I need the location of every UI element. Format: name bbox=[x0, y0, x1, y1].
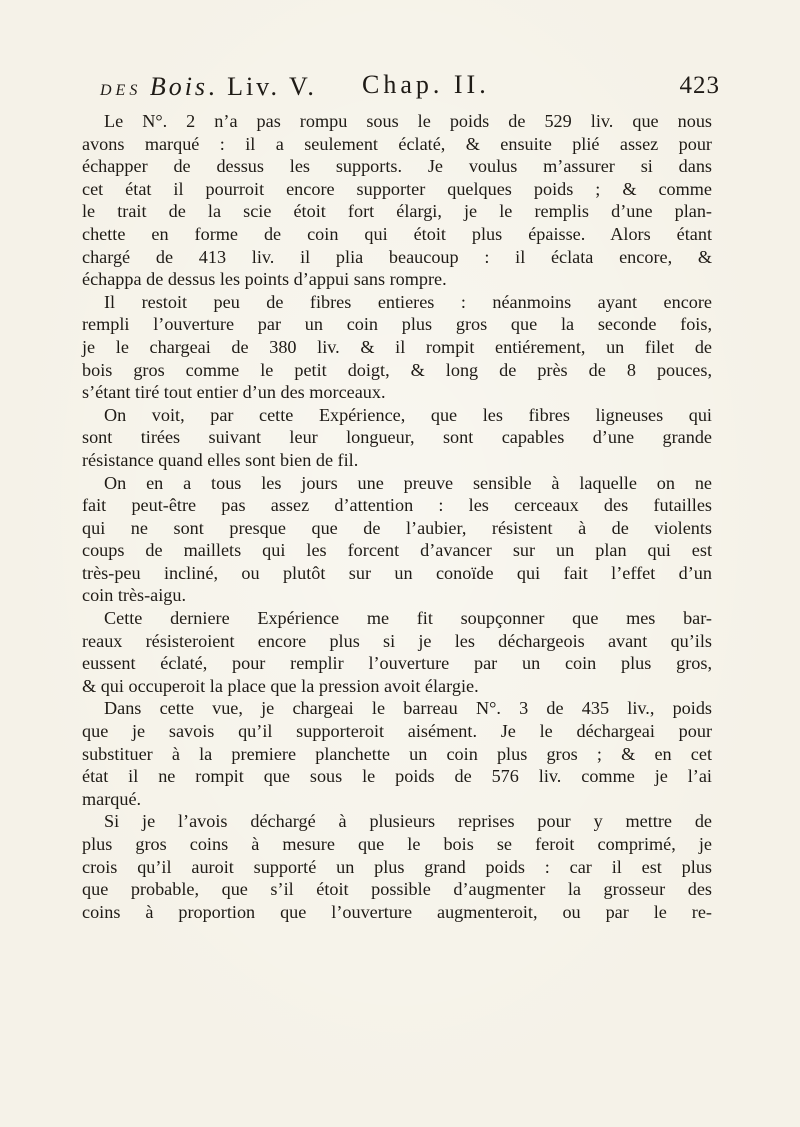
text-line: échappa de dessus les points d’appui sans rompre. bbox=[82, 269, 447, 290]
text-line: très-peu incliné, ou plutôt sur un conoïde qui fait l’effet d’un bbox=[82, 562, 712, 583]
text-line: avons marqué : il a seulement éclaté, & ensuite plié assez pour bbox=[82, 133, 712, 154]
text-line: eussent éclaté, pour remplir l’ouverture par un coin plus gros, bbox=[82, 653, 712, 674]
running-head-title bbox=[100, 72, 317, 102]
text-line: Le N°. 2 n’a pas rompu sous le poids de 529 liv. que nous bbox=[104, 111, 712, 131]
text-line: On voit, par cette Expérience, que les fibres ligneuses qui bbox=[104, 404, 712, 425]
text-line: marqué. bbox=[82, 788, 142, 809]
text-line: On en a tous les jours une preuve sensible à laquelle on ne bbox=[104, 472, 712, 493]
text-line: qui ne sont presque que de l’aubier, résistent à de violents bbox=[82, 517, 712, 538]
text-line: rempli l’ouverture par un coin plus gros que la seconde fois, bbox=[82, 314, 712, 335]
page-number: 423 bbox=[679, 72, 720, 99]
text-line: chette en forme de coin qui étoit plus épaisse. Alors étant bbox=[82, 223, 712, 244]
running-head-book: . Liv. V. bbox=[208, 72, 317, 101]
text-line: Si je l’avois déchargé à plusieurs reprises pour y mettre de bbox=[104, 811, 712, 832]
text-line: Il restoit peu de fibres entieres : néanmoins ayant encore bbox=[104, 291, 712, 312]
text-line: état il ne rompit que sous le poids de 576 liv. comme je l’ai bbox=[82, 766, 712, 787]
text-line: cet état il pourroit encore supporter quelques poids ; & comme bbox=[82, 178, 712, 199]
running-head bbox=[100, 70, 720, 104]
text-line: sont tirées suivant leur longueur, sont capables d’une grande bbox=[82, 427, 712, 448]
text-line: coin très-aigu. bbox=[82, 585, 187, 606]
text-line: & qui occuperoit la place que la pression avoit élargie. bbox=[82, 675, 479, 696]
text-line: que probable, que s’il étoit possible d’augmenter la grosseur des bbox=[82, 879, 712, 900]
running-head-word: Bois bbox=[149, 72, 209, 101]
text-line: fait peut-être pas assez d’attention : les cerceaux des futailles bbox=[82, 495, 712, 516]
text-line: que je savois qu’il supporteroit aisément. Je le déchargeai pour bbox=[82, 721, 712, 742]
text-line: chargé de 413 liv. il plia beaucoup : il éclata encore, & bbox=[82, 246, 712, 267]
text-line: crois qu’il auroit supporté un plus grand poids : car il est plus bbox=[82, 856, 712, 877]
text-line: bois gros comme le petit doigt, & long de près de 8 pouces, bbox=[82, 359, 712, 380]
text-line: reaux résisteroient encore plus si je les déchargeois avant qu’ils bbox=[82, 630, 712, 651]
text-line: s’étant tiré tout entier d’un des morceaux. bbox=[82, 382, 386, 403]
text-line: coins à proportion que l’ouverture augmenteroit, ou par le re- bbox=[82, 901, 712, 922]
text-line: Dans cette vue, je chargeai le barreau N°. 3 de 435 liv., poids bbox=[104, 698, 712, 719]
running-head-chapter: Chap. II. bbox=[362, 70, 490, 99]
text-line: je le chargeai de 380 liv. & il rompit entiérement, un filet de bbox=[82, 336, 712, 357]
text-line: substituer à la premiere planchette un coin plus gros ; & en cet bbox=[82, 743, 712, 764]
text-line: Cette derniere Expérience me fit soupçonner que mes bar- bbox=[104, 608, 712, 629]
body-text bbox=[82, 110, 712, 923]
text-line: plus gros coins à mesure que le bois se feroit comprimé, je bbox=[82, 834, 712, 854]
text-line: coups de maillets qui les forcent d’avancer sur un plan qui est bbox=[82, 540, 712, 561]
text-line: résistance quand elles sont bien de fil. bbox=[82, 449, 359, 470]
text-line: le trait de la scie étoit fort élargi, je le remplis d’une plan- bbox=[82, 201, 712, 222]
running-head-prefix: DES bbox=[100, 82, 142, 99]
text-line: échapper de dessus les supports. Je voulus m’assurer si dans bbox=[82, 156, 712, 177]
